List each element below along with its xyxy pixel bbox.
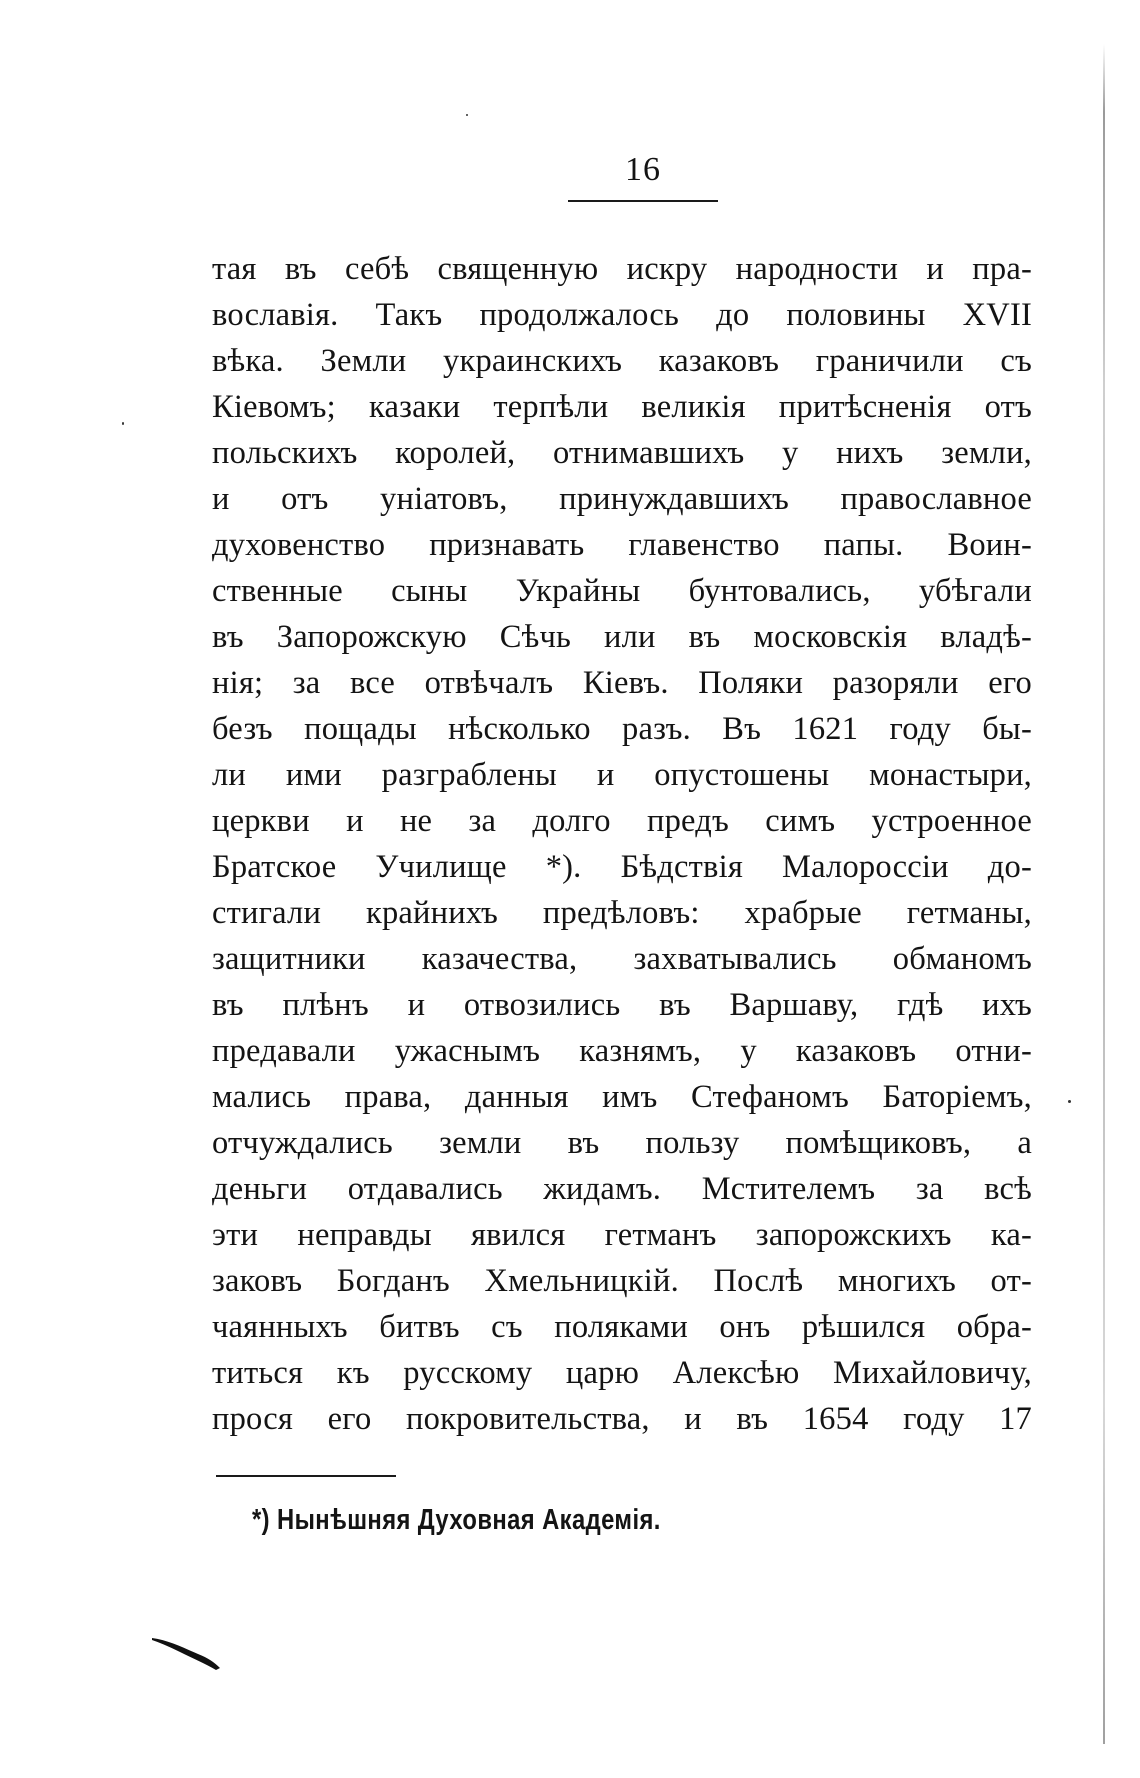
- text-line: отчуждались земли въ пользу помѣщиковъ, а: [212, 1125, 1032, 1161]
- text-line: эти неправды явился гетманъ запорожскихъ ка-: [212, 1217, 1032, 1253]
- text-line: церкви и не за долго предъ симъ устроенное: [212, 803, 1032, 839]
- speck: [122, 422, 124, 425]
- text-line: духовенство признавать главенство папы. Воин-: [212, 527, 1032, 563]
- text-line: титься къ русскому царю Алексѣю Михайловичу,: [212, 1355, 1032, 1391]
- text-line: ли ими разграблены и опустошены монастыри,: [212, 757, 1032, 793]
- speck: [1068, 1100, 1071, 1103]
- text-line: стигали крайнихъ предѣловъ: храбрые гетманы,: [212, 895, 1032, 931]
- text-line: вѣка. Земли украинскихъ казаковъ граничили съ: [212, 343, 1032, 379]
- text-line: тая въ себѣ священную искру народности и пра-: [212, 251, 1032, 287]
- page-number: 16: [625, 151, 661, 188]
- text-line: польскихъ королей, отнимавшихъ у нихъ земли,: [212, 435, 1032, 471]
- text-line: предавали ужаснымъ казнямъ, у казаковъ отни-: [212, 1033, 1032, 1069]
- text-line: защитники казачества, захватывались обманомъ: [212, 941, 1032, 977]
- speck: [466, 114, 468, 116]
- ink-smudge: [150, 1630, 230, 1672]
- text-line: въ плѣнъ и отвозились въ Варшаву, гдѣ ихъ: [212, 987, 1032, 1023]
- header-rule: [568, 200, 718, 202]
- text-line: и отъ уніатовъ, принуждавшихъ православное: [212, 481, 1032, 517]
- body-text: [212, 246, 1032, 1442]
- text-line: ственные сыны Украйны бунтовались, убѣгали: [212, 573, 1032, 609]
- text-line: въ Запорожскую Сѣчь или въ московскія владѣ-: [212, 619, 1032, 655]
- text-line: деньги отдавались жидамъ. Мстителемъ за всѣ: [212, 1171, 1032, 1207]
- text-line: мались права, данныя имъ Стефаномъ Баторіемъ,: [212, 1079, 1032, 1115]
- text-line: заковъ Богданъ Хмельницкій. Послѣ многихъ от-: [212, 1263, 1032, 1299]
- text-line: прося его покровительства, и въ 1654 году 17: [212, 1401, 1032, 1437]
- text-line: Братское Училище *). Бѣдствія Малороссіи до-: [212, 849, 1032, 885]
- text-line: вославія. Такъ продолжалось до половины XVII: [212, 297, 1032, 333]
- text-line: чаянныхъ битвъ съ поляками онъ рѣшился обра-: [212, 1309, 1032, 1345]
- text-line: Кіевомъ; казаки терпѣли великія притѣсненія отъ: [212, 389, 1032, 425]
- text-line: безъ пощады нѣсколько разъ. Въ 1621 году бы-: [212, 711, 1032, 747]
- text-line: нія; за все отвѣчалъ Кіевъ. Поляки разоряли его: [212, 665, 1032, 701]
- footnote: *) Нынѣшняя Духовная Академія.: [252, 1504, 661, 1536]
- page-edge-shadow: [1103, 44, 1105, 1744]
